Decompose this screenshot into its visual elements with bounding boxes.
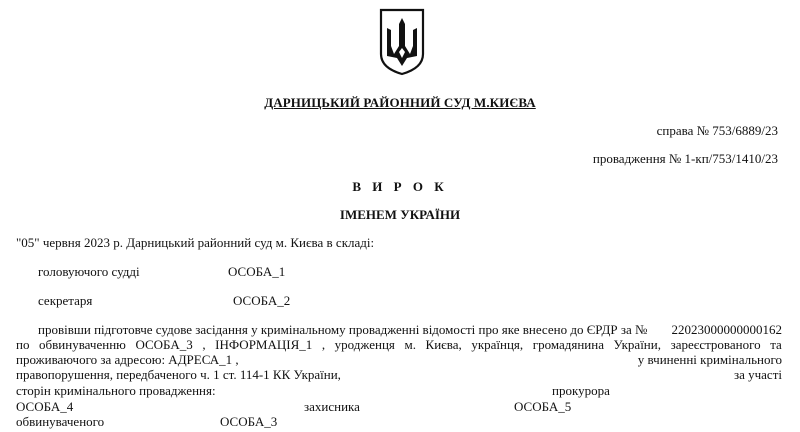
word: ,: [321, 337, 326, 352]
intro-line: "05" червня 2023 р. Дарницький районний суд м. Києва в складі:: [16, 235, 375, 250]
paragraph-line-5b: прокурора: [552, 383, 610, 398]
verdict-title: В И Р О К: [352, 179, 448, 194]
paragraph-line-7a: обвинуваченого: [16, 414, 105, 429]
paragraph-line-1b: 22023000000000162: [671, 322, 782, 337]
secretary-label: секретаря: [38, 293, 93, 308]
verdict-subtitle: ІМЕНЕМ УКРАЇНИ: [339, 207, 461, 222]
secretary-value: ОСОБА_2: [233, 293, 291, 308]
paragraph-line-4a: правопорушення, передбаченого ч. 1 ст. 114-1 КК України,: [16, 367, 341, 382]
paragraph-line-6a: ОСОБА_4: [16, 399, 74, 414]
paragraph-line-3a: проживаючого за адресою: АДРЕСА_1 ,: [16, 352, 239, 367]
word: м.: [404, 337, 416, 352]
word: та: [770, 337, 782, 352]
paragraph-line-7b: ОСОБА_3: [220, 414, 278, 429]
word: українця,: [471, 337, 524, 352]
word: уродженця: [334, 337, 395, 352]
presiding-label: головуючого судді: [38, 264, 140, 279]
word: України,: [613, 337, 661, 352]
word: Києва,: [425, 337, 462, 352]
word: ,: [202, 337, 206, 352]
word: ОСОБА_3: [135, 337, 193, 352]
paragraph-line-3b: у вчиненні кримінального: [637, 352, 782, 367]
trident-coat-of-arms-icon: [377, 8, 427, 76]
word: зареєстрованого: [670, 337, 761, 352]
paragraph-line-5a: сторін кримінального провадження:: [16, 383, 216, 398]
paragraph-line-2: [16, 337, 782, 352]
paragraph-line-6c: ОСОБА_5: [514, 399, 572, 414]
proceeding-number: провадження № 1-кп/753/1410/23: [592, 151, 778, 166]
word: по: [16, 337, 30, 352]
paragraph-line-1a: провівши підготовче судове засідання у кримінальному провадженні відомості про яке внесено до ЄРДР за №: [38, 322, 648, 337]
court-name: ДАРНИЦЬКИЙ РАЙОННИЙ СУД М.КИЄВА: [264, 95, 536, 110]
word: громадянина: [532, 337, 604, 352]
paragraph-line-4b: за участі: [733, 367, 782, 382]
word: ІНФОРМАЦІЯ_1: [215, 337, 313, 352]
presiding-value: ОСОБА_1: [228, 264, 286, 279]
paragraph-line-6b: захисника: [304, 399, 360, 414]
case-number: справа № 753/6889/23: [656, 123, 778, 138]
word: обвинуваченню: [39, 337, 126, 352]
